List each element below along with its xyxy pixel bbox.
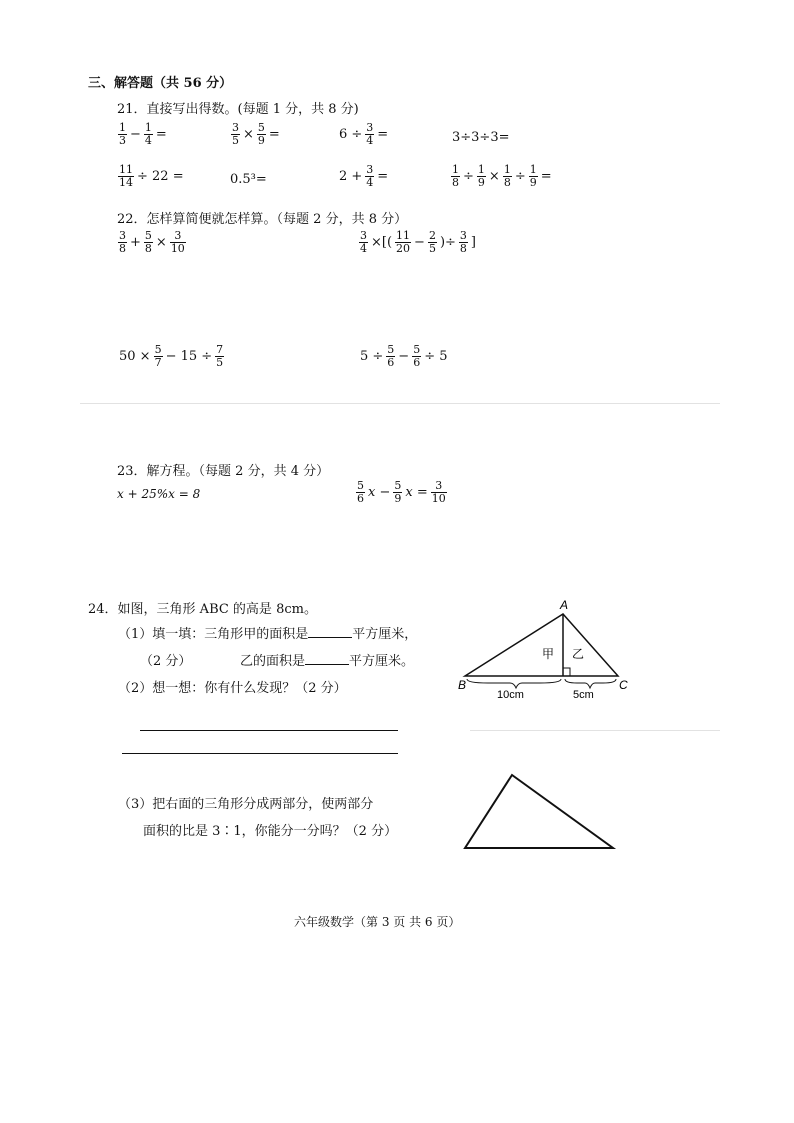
q21-item-7: 2 + $\frac{3}{4}$ = [339, 163, 389, 189]
q22-expr-2: $\frac{3}{4}$ ×[( $\frac{11}{20}$ − $\frac{2}{5}$ )÷ $\frac{3}{8}$ ] [360, 229, 476, 255]
page-footer: 六年级数学（第 3 页 共 6 页） [294, 915, 461, 929]
q22-expr-4: 5 ÷ $\frac{5}{6}$ − $\frac{5}{6}$ ÷ 5 [360, 343, 448, 369]
bleed-through-line [80, 403, 720, 404]
label-a: A [560, 598, 569, 612]
label-b: B [458, 678, 467, 692]
answer-line-1[interactable] [140, 730, 398, 731]
label-jia: 甲 [542, 647, 555, 661]
answer-blank-jia[interactable] [308, 625, 352, 638]
q21-item-4: 3÷3÷3= [452, 130, 510, 145]
q24-header: 24．如图，三角形 ABC 的高是 8cm。 [88, 602, 317, 617]
q24-part1-line2: 乙的面积是 平方厘米。 [240, 654, 415, 669]
q22-header: 22．怎样算简便就怎样算。（每题 2 分，共 8 分） [117, 212, 408, 227]
answer-line-2[interactable] [122, 753, 398, 754]
divide-triangle-figure[interactable] [460, 770, 620, 855]
q24-part3-line2: 面积的比是 3∶1，你能分一分吗？（2 分） [143, 824, 398, 839]
q24-part3-line1: （3）把右面的三角形分成两部分，使两部分 [118, 797, 374, 812]
q24-part1-score: （2 分） [140, 654, 192, 669]
right-angle-mark [563, 668, 570, 676]
label-10cm: 10cm [497, 689, 524, 701]
q21-item-3: 6 ÷ $\frac{3}{4}$ = [339, 121, 389, 147]
q21-item-5: $\frac{11}{14}$ ÷ 22 = [119, 163, 184, 189]
brace-left [467, 679, 561, 688]
q21-item-8: $\frac{1}{8}$ ÷ $\frac{1}{9}$ × $\frac{1}{8}$ ÷ $\frac{1}{9}$ = [452, 163, 552, 189]
q21-item-1: $\frac{1}{3}$ − $\frac{1}{4}$ = [119, 121, 167, 147]
q24-part1-line1: （1）填一填：三角形甲的面积是 平方厘米， [118, 627, 418, 642]
q21-header: 21．直接写出得数。(每题 1 分，共 8 分) [117, 102, 359, 117]
section-title: 三、解答题（共 56 分） [88, 76, 233, 91]
label-yi: 乙 [572, 647, 585, 661]
q23-equation-1: x + 25%x = 8 [117, 487, 201, 501]
q22-expr-1: $\frac{3}{8}$ + $\frac{5}{8}$ × $\frac{3}{10}$ [119, 229, 185, 255]
divide-triangle[interactable] [465, 775, 613, 848]
bleed-through-line [470, 730, 720, 731]
triangle-abc [465, 614, 618, 676]
q23-header: 23．解方程。（每题 2 分，共 4 分） [117, 464, 330, 479]
answer-blank-yi[interactable] [305, 652, 349, 665]
label-c: C [619, 678, 628, 692]
q21-item-2: $\frac{3}{5}$ × $\frac{5}{9}$ = [232, 121, 280, 147]
q22-expr-3: 50 × $\frac{5}{7}$ − 15 ÷ $\frac{7}{5}$ [119, 343, 224, 369]
q23-equation-2: $\frac{5}{6}$ x − $\frac{5}{9}$ x = $\frac{3}{10}$ [357, 479, 446, 505]
label-5cm: 5cm [573, 689, 594, 701]
brace-right [565, 679, 616, 688]
q21-item-6: 0.5³= [230, 172, 267, 187]
q24-part2: （2）想一想：你有什么发现？（2 分） [118, 681, 347, 696]
triangle-abc-figure [455, 592, 635, 702]
